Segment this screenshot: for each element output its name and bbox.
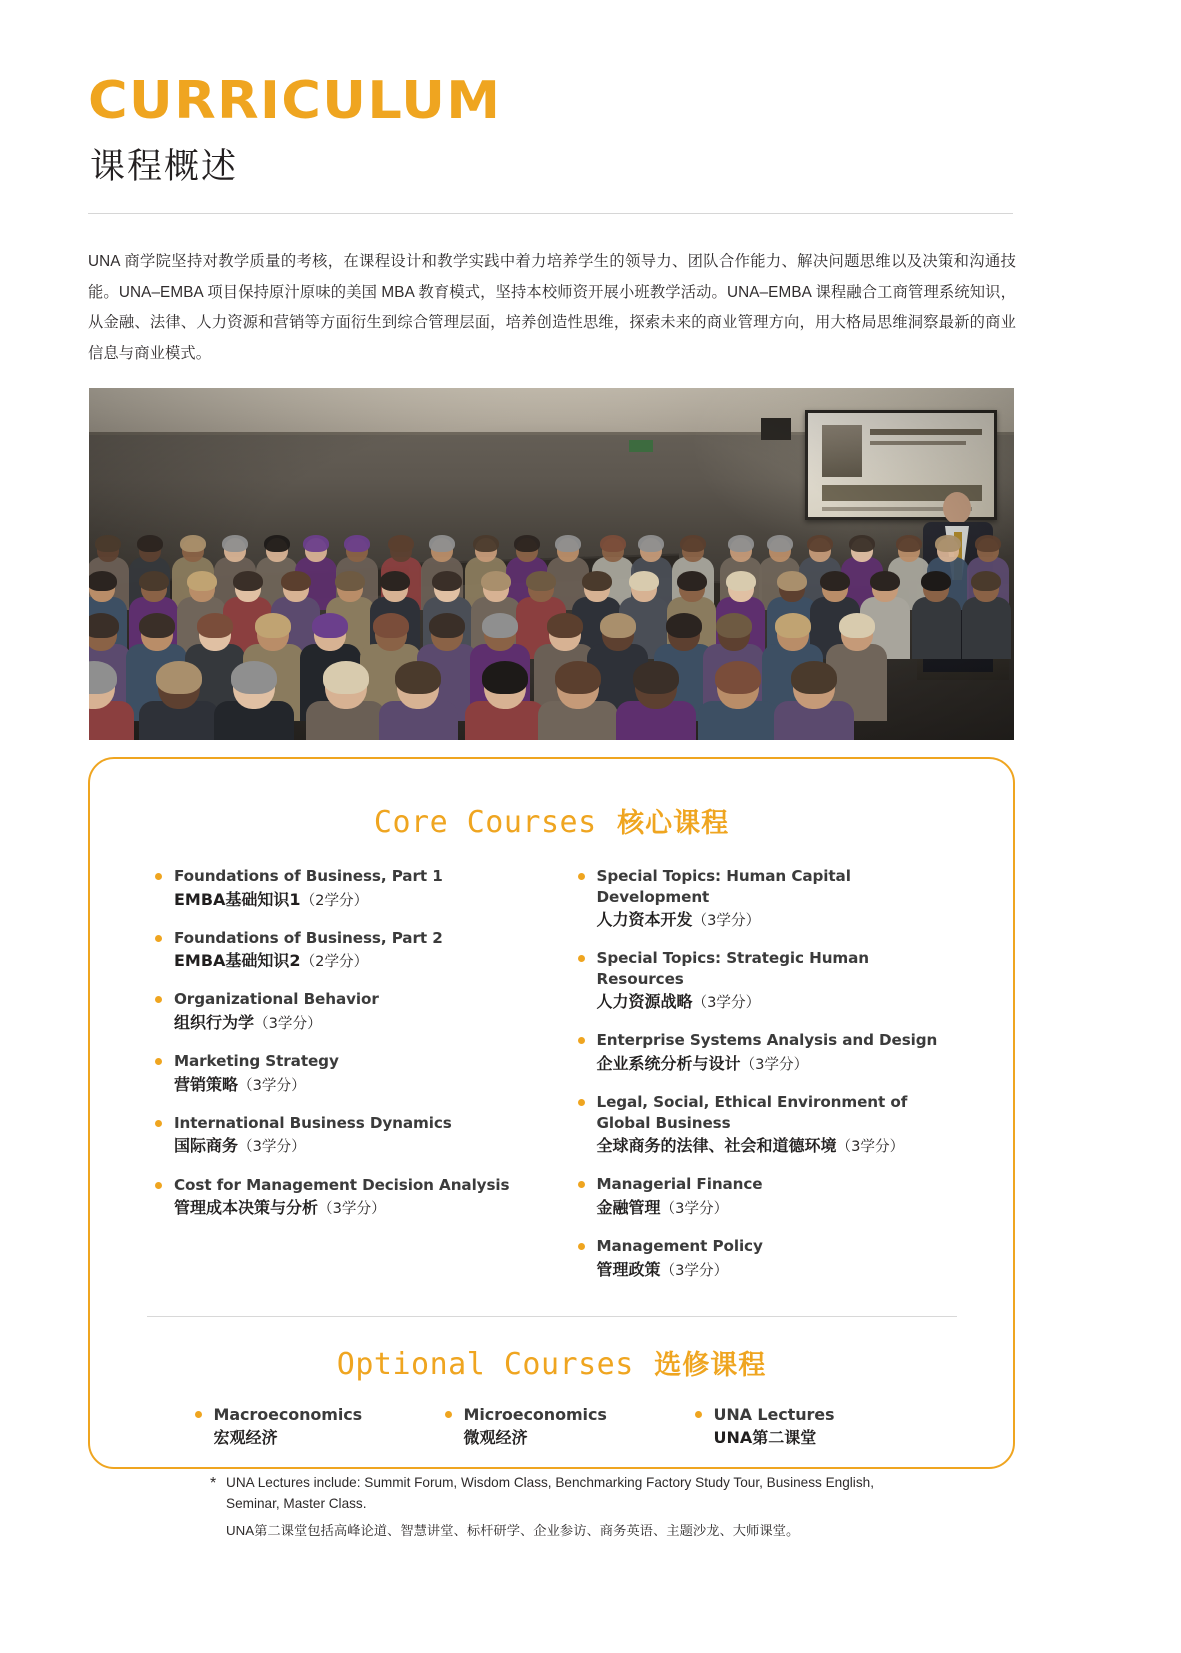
course-cn-text: EMBA基础知识1 (174, 889, 301, 909)
audience-hair (777, 571, 807, 591)
bullet-icon (578, 955, 585, 962)
bullet-icon (578, 873, 585, 880)
course-cn-text: 营销策略 (174, 1074, 239, 1094)
audience-hair (482, 661, 528, 694)
optional-course-item (442, 1404, 692, 1450)
audience-hair (432, 571, 462, 591)
audience-hair (139, 613, 175, 638)
course-cn-text: 人力资本开发 (596, 910, 693, 930)
course-credits: （3学分） (660, 1261, 729, 1279)
audience-hair (89, 613, 119, 638)
course-cn-text: 管理成本决策与分析 (174, 1198, 319, 1218)
course-item (575, 1174, 962, 1219)
course-name-cn: UNA第二课堂 (713, 1428, 817, 1448)
audience-hair (514, 535, 540, 552)
course-name-en: Foundations of Business, Part 1 (174, 867, 443, 885)
course-name-en: Managerial Finance (596, 1175, 763, 1194)
optional-courses-heading (90, 1343, 1013, 1382)
course-credits: （3学分） (692, 912, 761, 930)
core-courses-heading (90, 801, 1013, 840)
audience-hair (373, 613, 409, 638)
course-item (575, 1236, 962, 1281)
page-title-cn: 课程概述 (90, 146, 239, 187)
core-courses-right-column (557, 866, 962, 1298)
audience-hair (716, 613, 752, 638)
audience-hair (896, 535, 922, 552)
bullet-icon (155, 1182, 162, 1189)
course-name-en: UNA Lectures (713, 1404, 835, 1424)
audience-hair (555, 661, 601, 694)
audience-body (912, 597, 961, 659)
course-name-en: Organizational Behavior (174, 990, 379, 1009)
audience-hair (555, 535, 581, 552)
bullet-icon (695, 1411, 702, 1418)
audience-hair (935, 535, 961, 552)
audience-hair (767, 535, 793, 552)
classroom-photo (89, 388, 1014, 740)
course-name-en: Enterprise Systems Analysis and Design (596, 1031, 938, 1050)
optional-courses-title-cn: 选修课程 (654, 1349, 767, 1381)
audience-hair (870, 571, 900, 591)
course-credits: （3学分） (836, 1138, 905, 1156)
course-item (152, 866, 557, 911)
audience-hair (849, 535, 875, 552)
course-cn-text: 金融管理 (596, 1197, 661, 1217)
course-name-cn (174, 1011, 557, 1034)
bullet-icon (155, 873, 162, 880)
course-name-en: Special Topics: Strategic Human Resources (596, 949, 869, 988)
course-cn-text: 管理政策 (596, 1259, 661, 1279)
course-name-en: Cost for Management Decision Analysis (174, 1175, 510, 1194)
bullet-icon (155, 935, 162, 942)
audience-hair (600, 535, 626, 552)
audience-hair (728, 535, 754, 552)
core-courses-title-en: Core Courses (373, 805, 597, 840)
course-name-cn (597, 1052, 962, 1075)
audience-hair (264, 535, 290, 552)
course-name-en: Management Policy (596, 1237, 763, 1256)
bullet-icon (445, 1411, 452, 1418)
audience-hair (187, 571, 217, 591)
audience-hair (180, 535, 206, 552)
course-item (152, 1175, 557, 1220)
audience-hair (715, 661, 761, 694)
audience-hair (582, 571, 612, 591)
course-name-cn (597, 1196, 962, 1219)
course-name-cn: 微观经济 (463, 1428, 528, 1448)
course-cn-text: 全球商务的法律、社会和道德环境 (596, 1136, 837, 1156)
audience-hair (323, 661, 369, 694)
footnote-text-cn: UNA第二课堂包括高峰论道、智慧讲堂、标杆研学、企业参访、商务英语、主题沙龙、大师课堂。 (226, 1522, 800, 1538)
optional-course-item (692, 1404, 942, 1450)
course-cn-text: 国际商务 (174, 1136, 239, 1156)
course-item (575, 1030, 962, 1075)
course-name-en: Legal, Social, Ethical Environment of Global Business (596, 1093, 908, 1132)
course-name-cn (597, 908, 962, 931)
audience-hair (921, 571, 951, 591)
optional-footnote (210, 1472, 921, 1542)
courses-card (88, 757, 1015, 1538)
course-credits: （3学分） (660, 1199, 729, 1217)
course-item (152, 1051, 557, 1096)
course-name-cn (597, 1258, 962, 1281)
audience-hair (820, 571, 850, 591)
audience-hair (344, 535, 370, 552)
course-credits: （3学分） (238, 1138, 306, 1156)
course-credits: （3学分） (692, 994, 761, 1012)
audience-hair (547, 613, 583, 638)
courses-divider (147, 1316, 957, 1317)
audience-hair (807, 535, 833, 552)
optional-courses-title-en: Optional Courses (336, 1346, 634, 1382)
audience-hair (197, 613, 233, 638)
core-courses-title-cn: 核心课程 (617, 808, 730, 839)
audience-hair (481, 571, 511, 591)
audience-hair (429, 613, 465, 638)
course-credits: （3学分） (254, 1014, 322, 1032)
bullet-icon (578, 1099, 585, 1106)
audience-hair (429, 535, 455, 552)
course-item (152, 1113, 557, 1158)
audience-hair (975, 535, 1001, 552)
course-item (575, 1092, 962, 1157)
course-name-cn (174, 1134, 557, 1157)
course-item (152, 928, 557, 973)
course-cn-text: 企业系统分析与设计 (596, 1053, 741, 1073)
course-item (575, 866, 962, 931)
page-title-en: CURRICULUM (88, 71, 502, 131)
audience-hair (971, 571, 1001, 591)
audience-hair (526, 571, 556, 591)
audience-hair (629, 571, 659, 591)
audience-hair (482, 613, 518, 638)
course-name-en: Foundations of Business, Part 2 (174, 928, 443, 947)
course-item (575, 948, 962, 1013)
bullet-icon (195, 1411, 202, 1418)
audience-hair (775, 613, 811, 638)
course-name-en: Macroeconomics (213, 1404, 363, 1424)
course-credits: （3学分） (318, 1200, 386, 1218)
audience-hair (633, 661, 679, 694)
audience-hair (312, 613, 348, 638)
footnote-star-icon: * (210, 1474, 217, 1492)
header-divider (88, 213, 1013, 214)
course-name-cn (174, 1196, 557, 1219)
audience-hair (89, 571, 117, 591)
audience-hair (139, 571, 169, 591)
optional-course-item (192, 1404, 442, 1450)
audience-hair (600, 613, 636, 638)
course-cn-text: 组织行为学 (174, 1012, 255, 1032)
course-cn-text: 人力资源战略 (596, 992, 693, 1012)
audience-hair (303, 535, 329, 552)
course-name-cn (597, 990, 962, 1013)
audience-hair (388, 535, 414, 552)
course-cn-text: EMBA基础知识2 (174, 951, 301, 971)
audience-hair (255, 613, 291, 638)
course-credits: （3学分） (740, 1055, 809, 1073)
bullet-icon (155, 996, 162, 1003)
audience-hair (839, 613, 875, 638)
bullet-icon (155, 1120, 162, 1127)
intro-paragraph: UNA 商学院坚持对教学质量的考核，在课程设计和教学实践中着力培养学生的领导力、团队合作能力、解决问题思维以及决策和沟通技能。UNA–EMBA 项目保持原汁原味的美国 MBA 教育模式，坚持本校师资开展小班教学活动。UNA–EMBA 课程融合工商管理系统知识，从金融、法律、人力资源和营销等方面衍生到综合管理层面，培养创造性思维，探索未来的商业管理方向，用大格局思维洞察最新的商业信息与商业模式。 (88, 253, 1017, 362)
course-name-cn: 宏观经济 (213, 1428, 278, 1448)
audience-hair (638, 535, 664, 552)
course-name-cn (174, 1073, 557, 1096)
audience-hair (335, 571, 365, 591)
course-credits: （2学分） (300, 953, 369, 971)
audience-hair (231, 661, 277, 694)
audience-hair (680, 535, 706, 552)
course-item (152, 989, 557, 1034)
audience-hair (395, 661, 441, 694)
audience-hair (726, 571, 756, 591)
audience-hair (95, 535, 121, 552)
bullet-icon (578, 1243, 585, 1250)
audience-hair (137, 535, 163, 552)
course-credits: （3学分） (238, 1076, 306, 1094)
audience-hair (677, 571, 707, 591)
audience-body (962, 597, 1011, 659)
course-name-en: Microeconomics (463, 1404, 607, 1424)
bullet-icon (578, 1181, 585, 1188)
footnote-text-en: UNA Lectures include: Summit Forum, Wisdom Class, Benchmarking Factory Study Tour, Business English, Seminar, Master Class. (226, 1474, 874, 1511)
core-courses-left-column (152, 866, 557, 1298)
core-courses-columns (90, 866, 1013, 1298)
course-name-en: International Business Dynamics (174, 1113, 452, 1132)
audience-hair (156, 661, 202, 694)
audience-hair (791, 661, 837, 694)
course-name-cn (174, 888, 557, 911)
audience-hair (281, 571, 311, 591)
course-name-en: Marketing Strategy (174, 1052, 339, 1071)
bullet-icon (155, 1058, 162, 1065)
audience-hair (222, 535, 248, 552)
course-name-en: Special Topics: Human Capital Development (596, 867, 851, 906)
course-name-cn (597, 1134, 962, 1157)
audience-hair (473, 535, 499, 552)
page-header (88, 71, 1013, 189)
course-name-cn (174, 949, 557, 972)
audience-hair (380, 571, 410, 591)
audience-hair (233, 571, 263, 591)
course-credits: （2学分） (300, 891, 369, 909)
optional-courses-list (90, 1404, 1013, 1450)
audience-hair (666, 613, 702, 638)
bullet-icon (578, 1037, 585, 1044)
